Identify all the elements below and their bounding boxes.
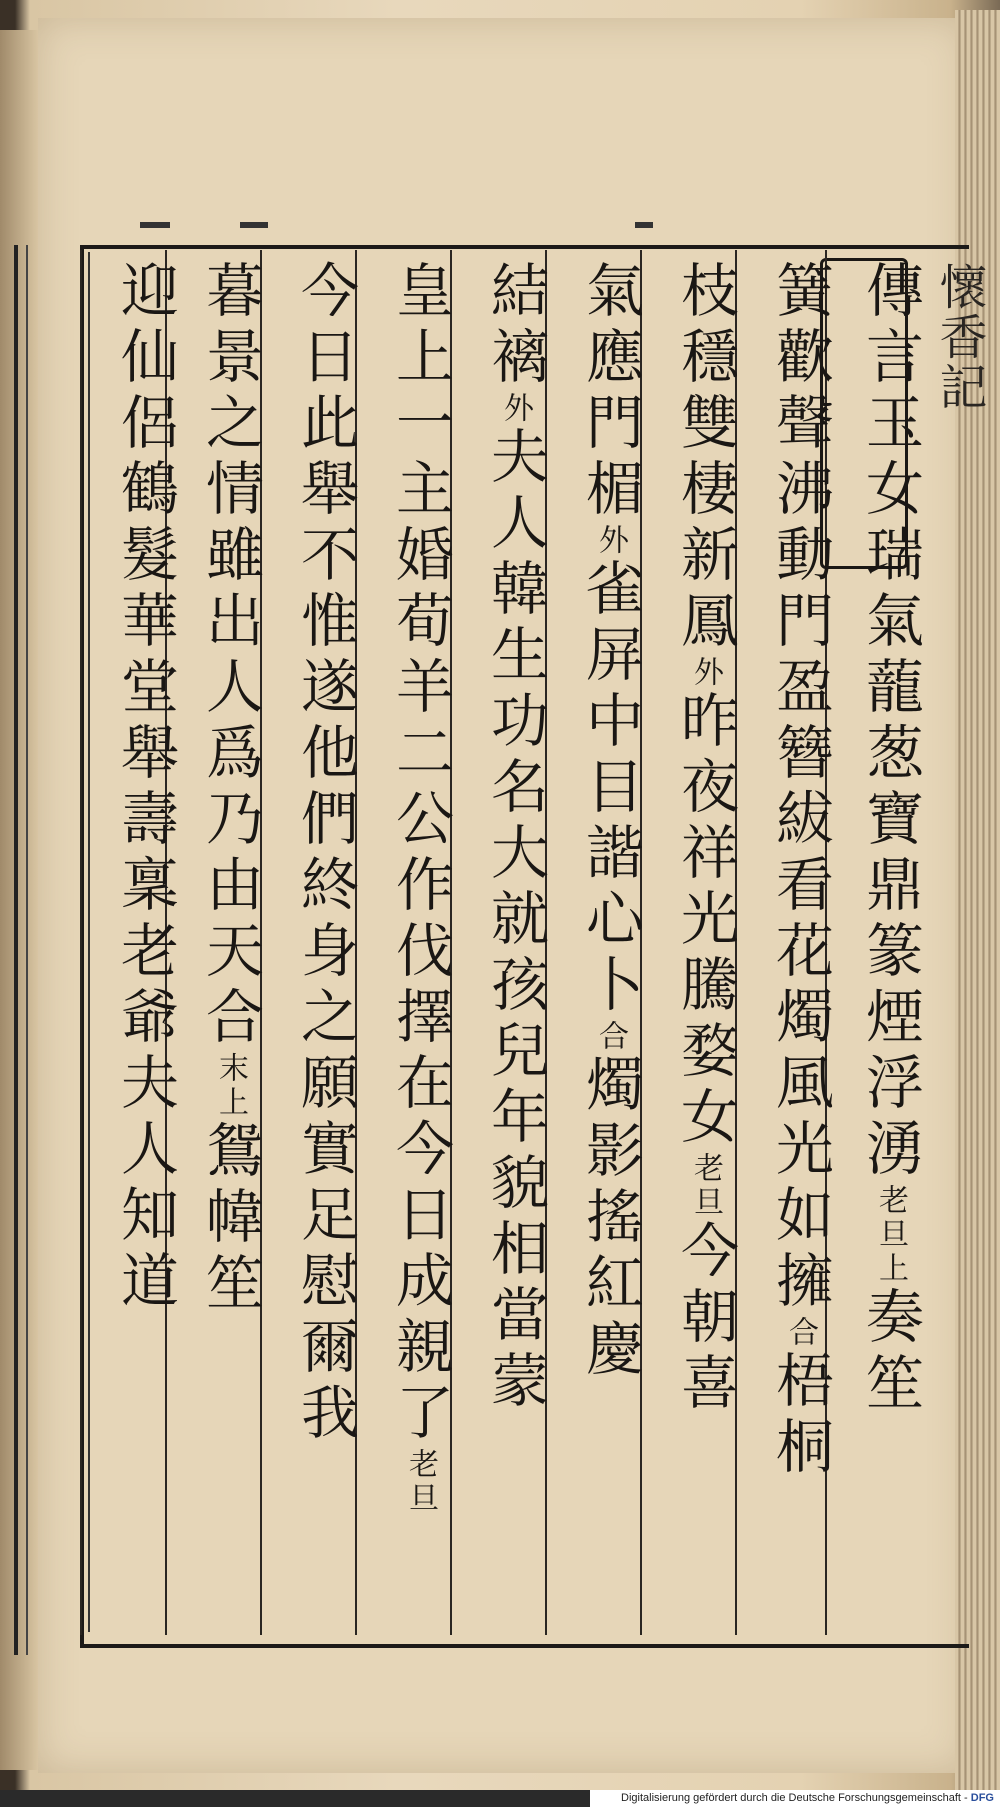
text-column-3 xyxy=(735,250,834,1635)
text-column-9 xyxy=(165,250,264,1635)
column-segment: 梧桐 xyxy=(766,1350,834,1482)
column-segment: 夫人韓生功名大就孩兒年貌相當蒙 xyxy=(481,426,549,1416)
mark xyxy=(140,222,170,228)
column-segment: 鴛幃笙 xyxy=(196,1120,264,1318)
column-text xyxy=(547,260,644,1630)
column-segment: 合 xyxy=(593,1020,628,1054)
column-segment: 今朝喜 xyxy=(671,1220,739,1418)
column-segment: 外 xyxy=(688,656,723,690)
dfg-logo: DFG xyxy=(970,1792,994,1804)
text-column-8 xyxy=(260,250,359,1635)
column-segment: 末上 xyxy=(213,1052,248,1120)
left-page-edge xyxy=(0,30,40,1770)
column-segment: 合 xyxy=(783,1316,818,1350)
mark xyxy=(635,222,653,228)
text-column-7 xyxy=(355,250,454,1635)
column-segment: 昨夜祥光騰婺女 xyxy=(671,690,739,1152)
column-segment: 由天合 xyxy=(196,854,264,1052)
column-segment: 奏笙 xyxy=(856,1286,924,1418)
column-text xyxy=(262,260,359,1630)
column-text xyxy=(827,260,924,1630)
column-text xyxy=(357,260,454,1630)
column-segment: 老旦上 xyxy=(873,1184,908,1286)
text-column-6 xyxy=(450,250,549,1635)
column-segment: 燭影搖紅慶 xyxy=(576,1054,644,1384)
column-segment: 老旦 xyxy=(403,1448,438,1516)
column-segment: 皇上一主婚荀羊二公作伐擇在今日成親了 xyxy=(386,260,454,1448)
text-column-10 xyxy=(80,250,179,1635)
text-column-4 xyxy=(640,250,739,1635)
column-segment: 迎仙侶鶴髮華堂舉壽 xyxy=(111,260,179,854)
column-text xyxy=(452,260,549,1630)
column-segment: 傳言玉女 xyxy=(856,260,924,524)
footer-credit xyxy=(590,1790,1000,1807)
column-segment: 外 xyxy=(498,392,533,426)
column-segment: 結褵 xyxy=(481,260,549,392)
text-column-2 xyxy=(825,250,924,1635)
column-segment: 今日此舉不惟遂他們終身之願實足慰爾我 xyxy=(291,260,359,1448)
column-text xyxy=(82,260,179,1630)
column-segment: 雀屏中目諧心卜 xyxy=(576,558,644,1020)
top-marks xyxy=(140,222,660,236)
footer-text: Digitalisierung gefördert durch die Deutsche Forschungsgemeinschaft - xyxy=(621,1792,968,1804)
text-column-5 xyxy=(545,250,644,1635)
column-segment: 老旦 xyxy=(688,1152,723,1220)
column-segment: 瑞氣蘢葱寶鼎篆煙浮湧 xyxy=(856,524,924,1184)
running-title: 懷香記 xyxy=(931,262,987,412)
column-segment: 枝穩雙棲新鳳 xyxy=(671,260,739,656)
column-segment: 稟老爺夫人知道 xyxy=(111,854,179,1316)
column-segment: 外 xyxy=(593,524,628,558)
column-text xyxy=(642,260,739,1630)
column-segment: 暮景之情雖出人爲乃 xyxy=(196,260,264,854)
column-text xyxy=(737,260,834,1630)
column-text xyxy=(167,260,264,1630)
column-segment: 氣應門楣 xyxy=(576,260,644,524)
mark xyxy=(240,222,268,228)
column-segment: 簧歡聲沸動門盈簪紱看花燭風光如擁 xyxy=(766,260,834,1316)
left-page-border xyxy=(14,245,28,1655)
